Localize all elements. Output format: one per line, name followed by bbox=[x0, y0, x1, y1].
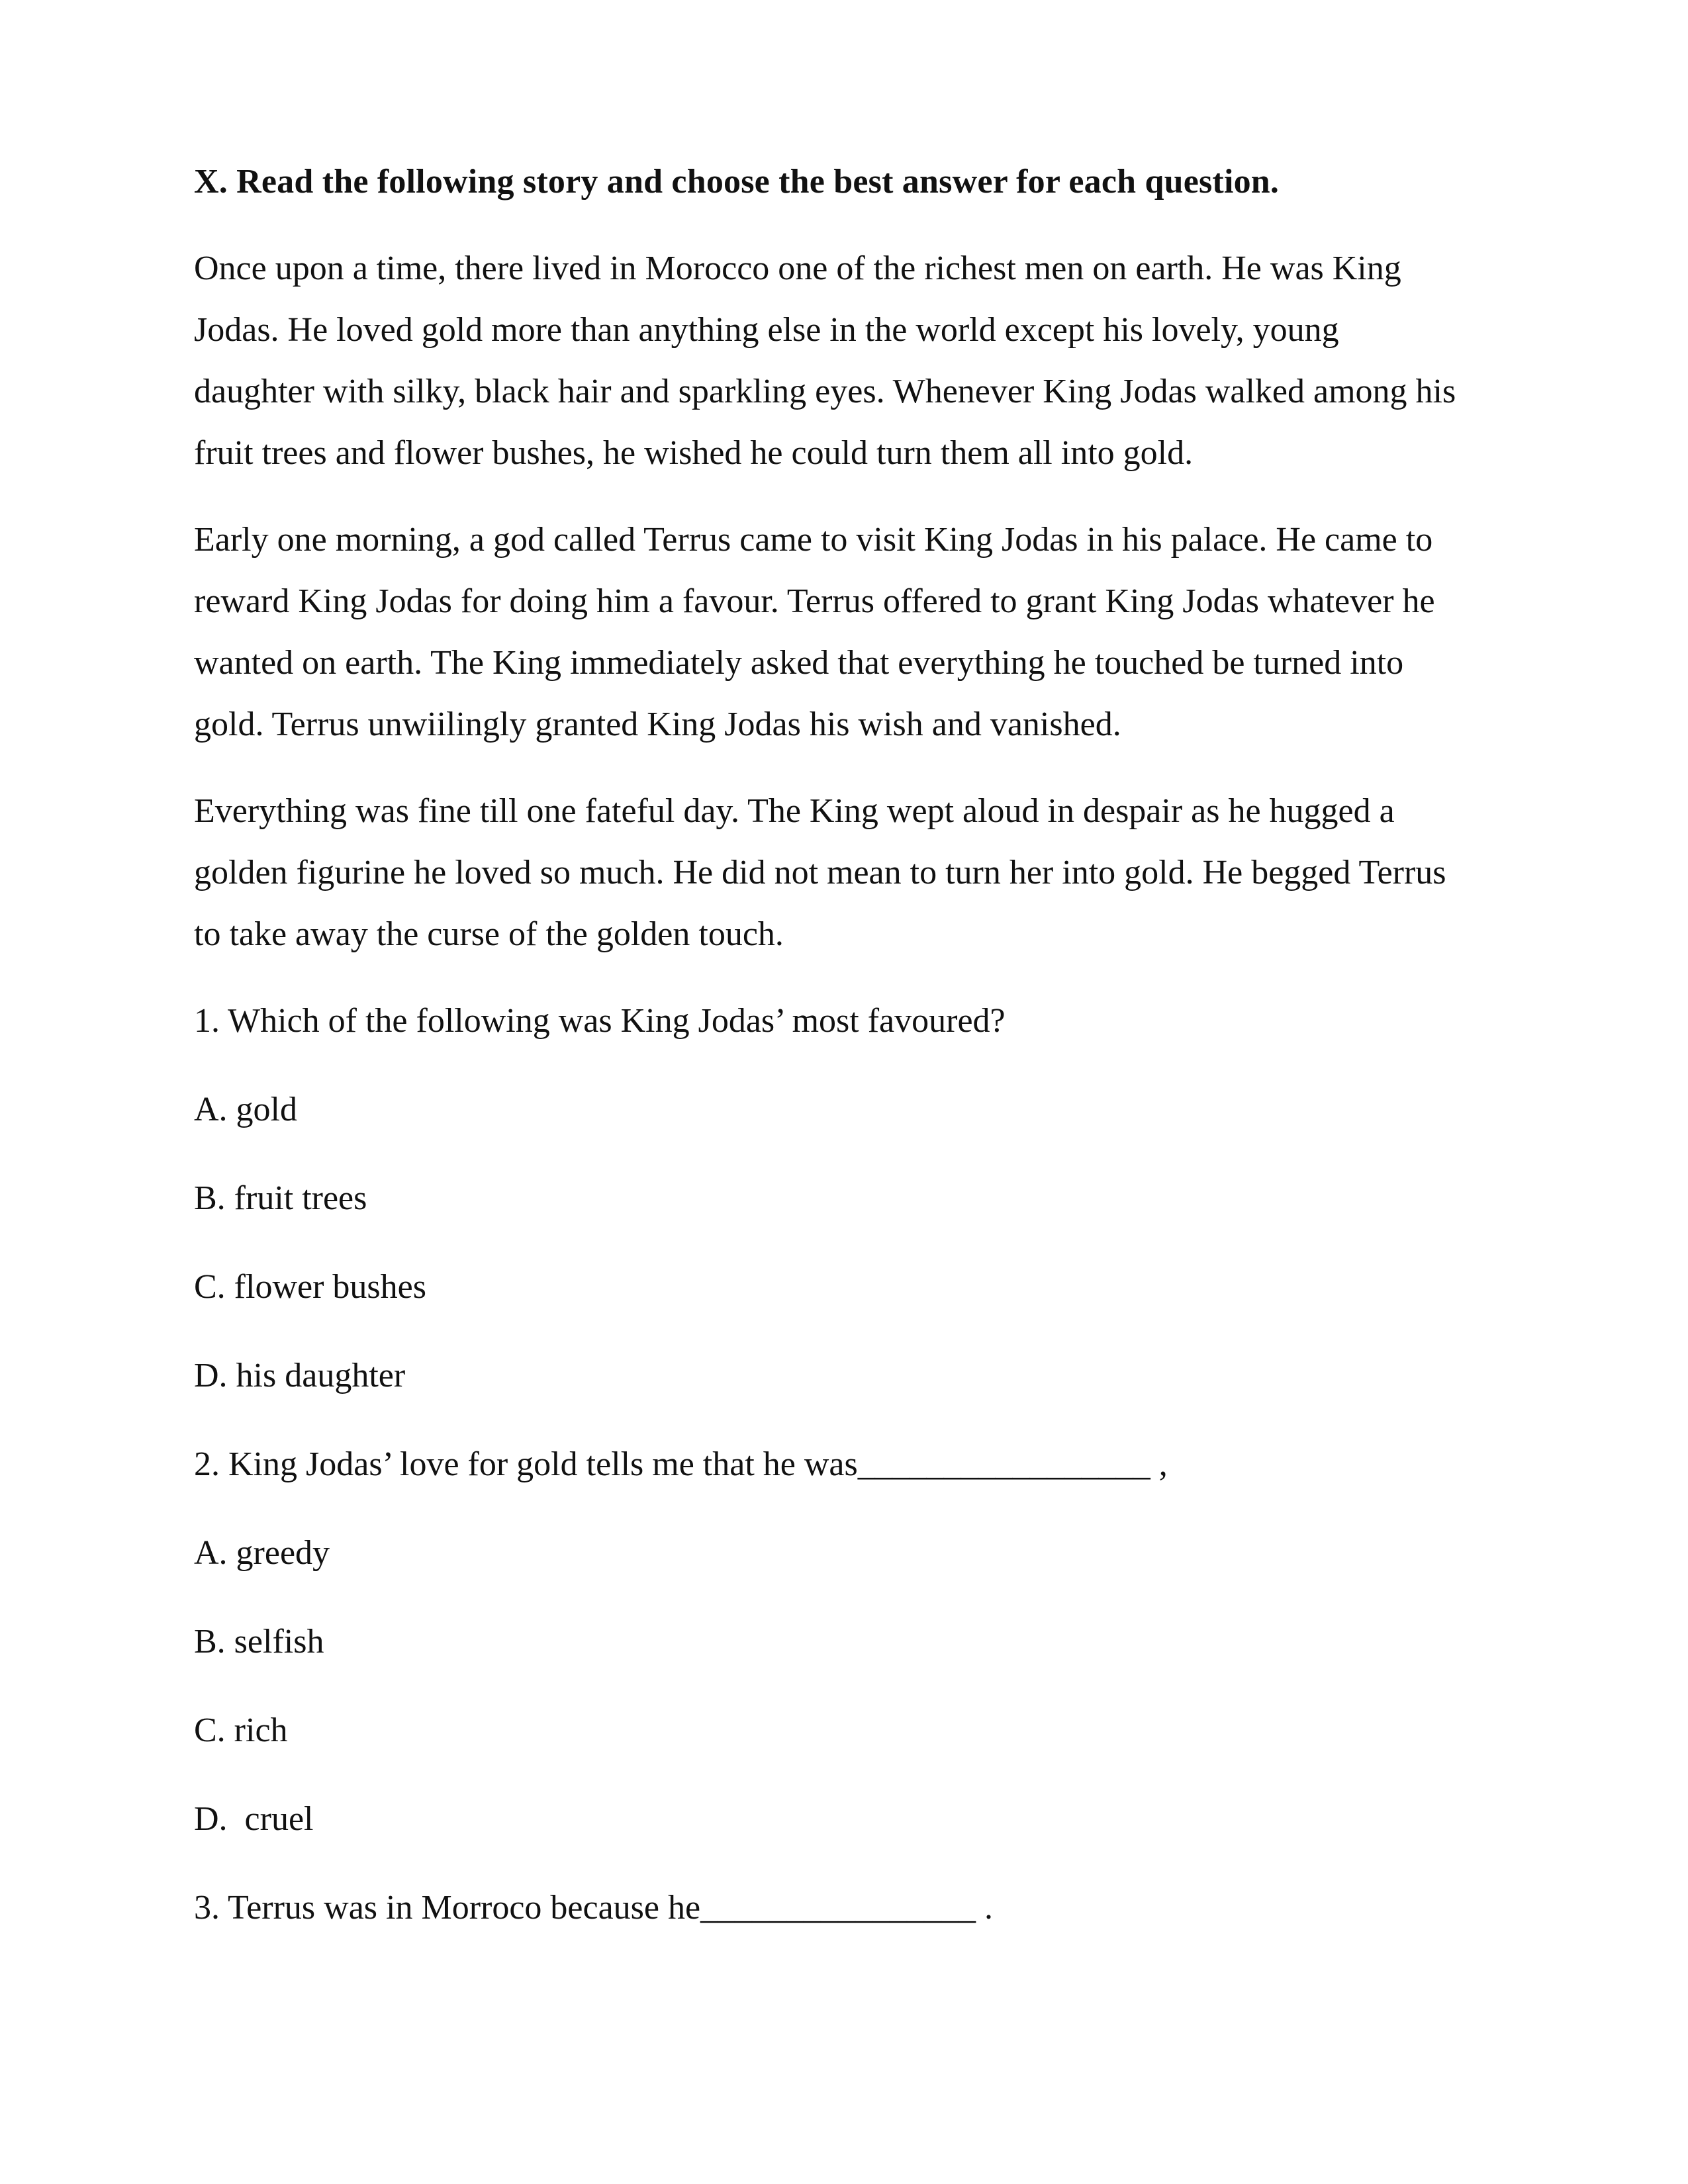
story-line: to take away the curse of the golden touch. bbox=[194, 915, 784, 953]
question-2: 2. King Jodas’ love for gold tells me that he was_________________ , bbox=[194, 1445, 1168, 1483]
worksheet-page bbox=[194, 151, 1511, 1966]
story-paragraph-3 bbox=[194, 780, 1511, 965]
question-2-option-b: B. selfish bbox=[194, 1623, 324, 1661]
story-line: fruit trees and flower bushes, he wished he could turn them all into gold. bbox=[194, 434, 1194, 472]
story-line: Jodas. He loved gold more than anything else in the world except his lovely, young bbox=[194, 311, 1339, 349]
story-paragraph-2 bbox=[194, 509, 1511, 755]
story-line: Everything was fine till one fateful day. The King wept aloud in despair as he hugged a bbox=[194, 792, 1395, 830]
question-3: 3. Terrus was in Morroco because he________________ . bbox=[194, 1889, 994, 1927]
story-line: Once upon a time, there lived in Morocco one of the richest men on earth. He was King bbox=[194, 250, 1401, 287]
section-heading: X. Read the following story and choose the best answer for each question. bbox=[194, 163, 1280, 201]
question-2-option-a: A. greedy bbox=[194, 1534, 330, 1572]
question-1: 1. Which of the following was King Jodas’ most favoured? bbox=[194, 1002, 1006, 1040]
question-2-option-d: D. cruel bbox=[194, 1800, 314, 1838]
story-line: Early one morning, a god called Terrus came to visit King Jodas in his palace. He came to bbox=[194, 521, 1433, 559]
question-1-option-c: C. flower bushes bbox=[194, 1268, 426, 1306]
story-paragraph-1 bbox=[194, 238, 1511, 484]
question-1-option-d: D. his daughter bbox=[194, 1357, 406, 1394]
story-line: golden figurine he loved so much. He did not mean to turn her into gold. He begged Terrus bbox=[194, 854, 1446, 891]
story-line: daughter with silky, black hair and sparkling eyes. Whenever King Jodas walked among his bbox=[194, 373, 1456, 410]
story-line: gold. Terrus unwiilingly granted King Jodas his wish and vanished. bbox=[194, 705, 1121, 743]
question-1-option-b: B. fruit trees bbox=[194, 1179, 367, 1217]
story-line: wanted on earth. The King immediately asked that everything he touched be turned into bbox=[194, 644, 1404, 682]
story-line: reward King Jodas for doing him a favour. Terrus offered to grant King Jodas whatever he bbox=[194, 582, 1435, 620]
question-2-option-c: C. rich bbox=[194, 1711, 288, 1749]
question-1-option-a: A. gold bbox=[194, 1091, 297, 1128]
